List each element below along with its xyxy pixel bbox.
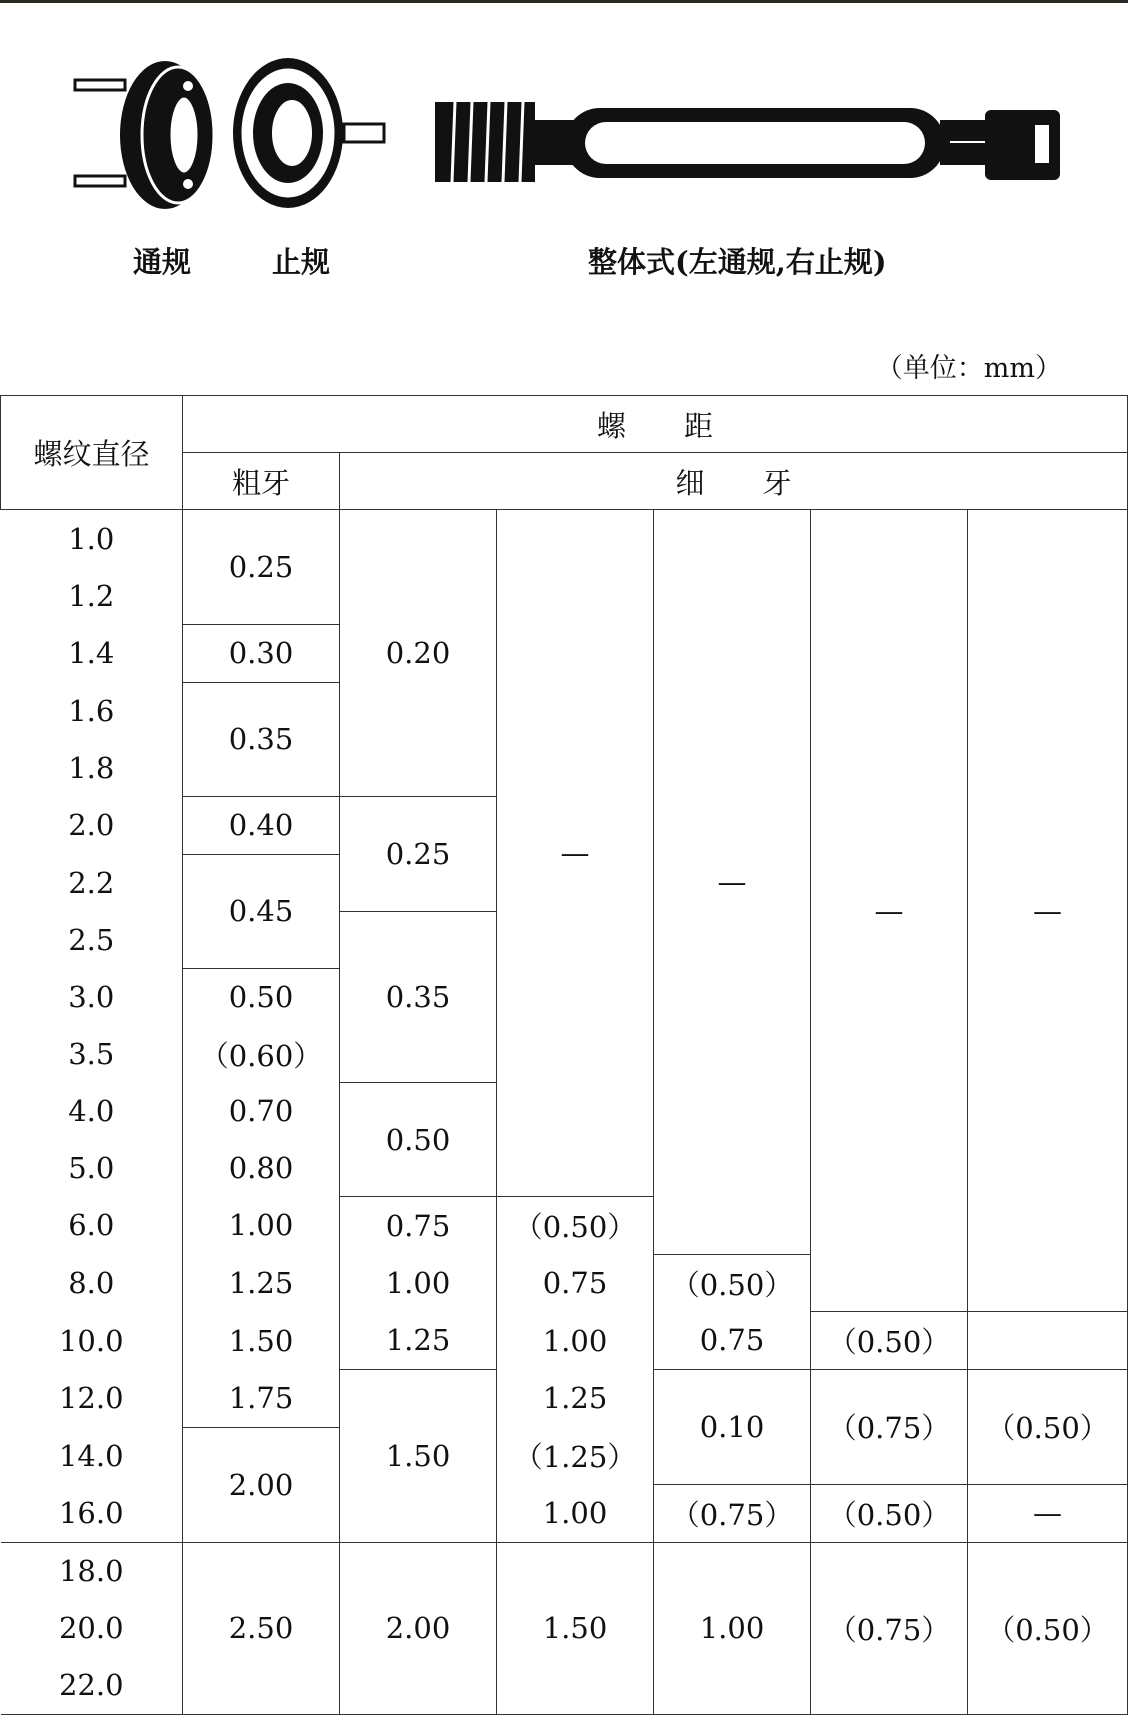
fine2-cell: （1.25） xyxy=(497,1427,654,1484)
coarse-cell: 1.00 xyxy=(183,1197,340,1255)
fine5-cell: — xyxy=(968,510,1128,1312)
coarse-cell: 0.40 xyxy=(183,796,340,854)
fine2-cell: 1.25 xyxy=(497,1370,654,1428)
fine4-cell: （0.75） xyxy=(811,1542,968,1714)
diameter-cell: 2.0 xyxy=(1,796,183,854)
fine3-cell: （0.50） xyxy=(654,1254,811,1312)
diameter-cell: 2.5 xyxy=(1,911,183,968)
fine1-cell: 2.00 xyxy=(340,1542,497,1714)
fine1-cell: 0.75 xyxy=(340,1197,497,1255)
fine5-cell: — xyxy=(968,1484,1128,1542)
diameter-cell: 18.0 xyxy=(1,1542,183,1600)
fine4-cell: （0.75） xyxy=(811,1370,968,1485)
fine2-cell: 0.75 xyxy=(497,1254,654,1312)
fine4-cell: — xyxy=(811,510,968,1312)
coarse-cell: 0.35 xyxy=(183,682,340,796)
fine5-cell: （0.50） xyxy=(968,1370,1128,1485)
fine1-cell: 0.50 xyxy=(340,1083,497,1197)
header-fine: 细 牙 xyxy=(340,453,1128,510)
fine3-cell: （0.75） xyxy=(654,1484,811,1542)
caption-integral-gauge: 整体式(左通规,右止规) xyxy=(588,245,887,279)
table-row xyxy=(1,1370,1128,1428)
coarse-cell: （0.60） xyxy=(183,1026,340,1083)
diameter-cell: 20.0 xyxy=(1,1600,183,1657)
go-gauge-drawing xyxy=(75,61,214,209)
coarse-cell: 0.50 xyxy=(183,968,340,1026)
fine3-cell: 0.75 xyxy=(654,1312,811,1370)
fine3-cell: 0.10 xyxy=(654,1370,811,1485)
thread-gauge-illustration xyxy=(60,50,1080,220)
coarse-cell: 1.75 xyxy=(183,1370,340,1428)
diameter-cell: 1.0 xyxy=(1,510,183,568)
fine1-cell: 1.00 xyxy=(340,1254,497,1312)
diameter-cell: 22.0 xyxy=(1,1657,183,1715)
coarse-cell: 0.25 xyxy=(183,510,340,625)
coarse-cell: 0.30 xyxy=(183,624,340,682)
coarse-cell: 2.50 xyxy=(183,1542,340,1714)
diameter-cell: 14.0 xyxy=(1,1427,183,1484)
fine1-cell: 1.25 xyxy=(340,1312,497,1370)
diameter-cell: 1.6 xyxy=(1,682,183,739)
fine5-cell: （0.50） xyxy=(968,1542,1128,1714)
diameter-cell: 1.8 xyxy=(1,739,183,796)
fine1-cell: 1.50 xyxy=(340,1370,497,1543)
fine1-cell: 0.35 xyxy=(340,911,497,1083)
fine2-cell: 1.00 xyxy=(497,1484,654,1542)
caption-go-gauge: 通规 xyxy=(133,245,192,279)
header-pitch: 螺 距 xyxy=(183,396,1128,453)
fine2-cell: 1.00 xyxy=(497,1312,654,1370)
fine4-cell: （0.50） xyxy=(811,1312,968,1370)
diameter-cell: 12.0 xyxy=(1,1370,183,1428)
diameter-cell: 16.0 xyxy=(1,1484,183,1542)
table-row xyxy=(1,1542,1128,1600)
table-row xyxy=(1,1484,1128,1542)
no-go-gauge-drawing xyxy=(233,58,384,208)
coarse-cell: 0.70 xyxy=(183,1083,340,1140)
diameter-cell: 5.0 xyxy=(1,1140,183,1197)
coarse-cell: 1.25 xyxy=(183,1254,340,1312)
caption-no-go-gauge: 止规 xyxy=(272,245,331,279)
fine5-cell-empty xyxy=(968,1312,1128,1370)
fine2-cell: 1.50 xyxy=(497,1542,654,1714)
fine4-cell: （0.50） xyxy=(811,1484,968,1542)
diameter-cell: 1.4 xyxy=(1,624,183,682)
coarse-cell: 0.45 xyxy=(183,854,340,968)
diameter-cell: 3.0 xyxy=(1,968,183,1026)
table-row xyxy=(1,1312,1128,1370)
diameter-cell: 3.5 xyxy=(1,1026,183,1083)
fine1-cell: 0.25 xyxy=(340,796,497,911)
top-rule xyxy=(0,0,1128,3)
diameter-cell: 2.2 xyxy=(1,854,183,911)
diameter-cell: 1.2 xyxy=(1,567,183,624)
fine2-cell: — xyxy=(497,510,654,1197)
thread-pitch-table xyxy=(0,395,1128,1715)
fine1-cell: 0.20 xyxy=(340,510,497,797)
header-diameter: 螺纹直径 xyxy=(1,396,183,510)
fine2-cell: （0.50） xyxy=(497,1197,654,1255)
coarse-cell: 0.80 xyxy=(183,1140,340,1197)
coarse-cell: 1.50 xyxy=(183,1312,340,1370)
diameter-cell: 4.0 xyxy=(1,1083,183,1140)
fine3-cell: 1.00 xyxy=(654,1542,811,1714)
integral-gauge-drawing xyxy=(435,102,1060,182)
diameter-cell: 10.0 xyxy=(1,1312,183,1370)
diameter-cell: 8.0 xyxy=(1,1254,183,1312)
coarse-cell: 2.00 xyxy=(183,1427,340,1542)
table-row xyxy=(1,510,1128,568)
fine3-cell: — xyxy=(654,510,811,1255)
unit-note: （单位：mm） xyxy=(875,353,1062,384)
diameter-cell: 6.0 xyxy=(1,1197,183,1255)
header-coarse: 粗牙 xyxy=(183,453,340,510)
